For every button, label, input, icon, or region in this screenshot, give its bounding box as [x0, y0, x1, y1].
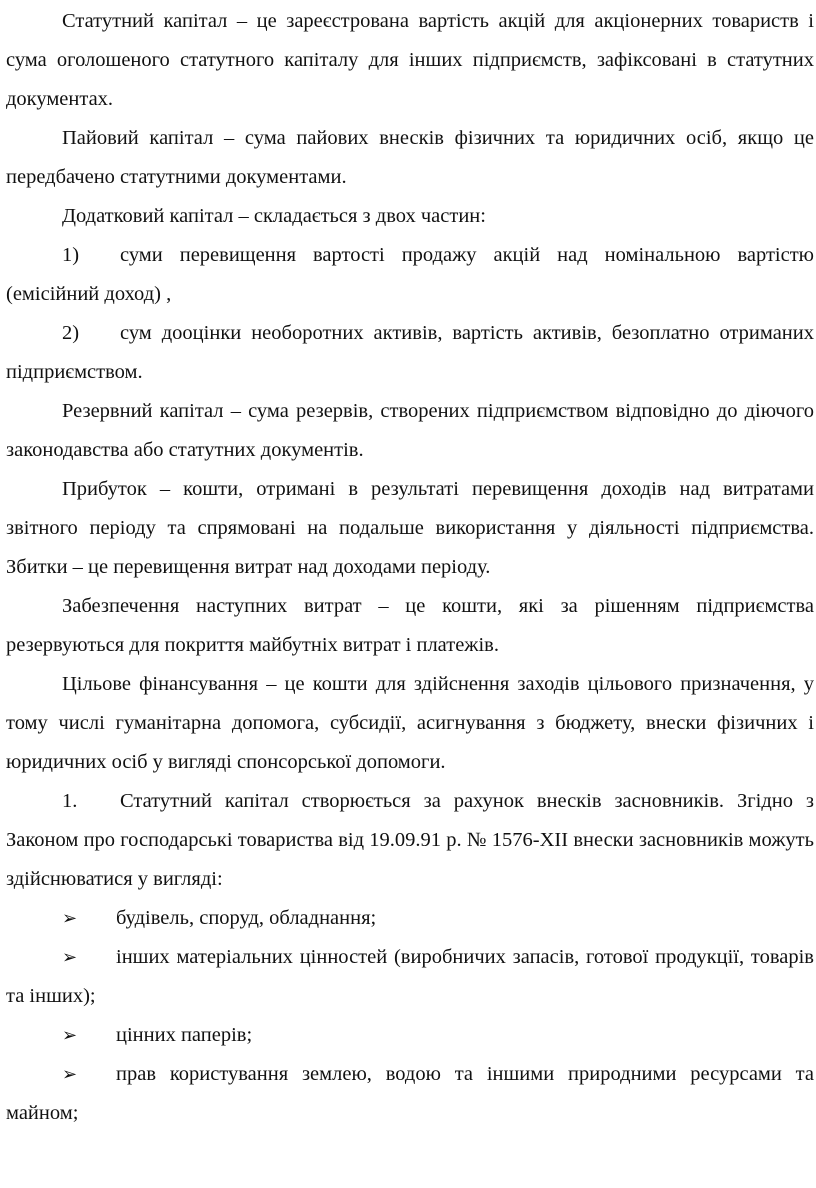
arrow-bullet-icon: ➢ — [62, 1025, 78, 1046]
numbered-section-text: Статутний капітал створюється за рахунок внесків засновників. Згідно з Законом про господарські товариства від 19.09.91 р. № 1576-XII внески засновників можуть здійснюватися у вигляді: — [6, 790, 814, 890]
arrow-bullet-icon: ➢ — [62, 908, 78, 929]
numbered-item-marker: 1) — [62, 244, 80, 266]
arrow-bullet-icon: ➢ — [62, 947, 78, 968]
bullet-item — [6, 1016, 814, 1055]
bullet-item — [6, 1055, 814, 1133]
paragraph-target-financing: Цільове фінансування – це кошти для здійснення заходів цільового призначення, у тому числі гуманітарна допомога, субсидії, асигнування з бюджету, внески фізичних і юридичних осіб у вигляді спонсорської допомоги. — [6, 673, 814, 773]
arrow-bullet-icon: ➢ — [62, 1064, 78, 1085]
paragraph-reserve-capital: Резервний капітал – сума резервів, створених підприємством відповідно до діючого законодавства або статутних документів. — [6, 400, 814, 461]
document-page — [6, 0, 814, 1133]
bullet-item-text: інших матеріальних цінностей (виробничих запасів, готової продукції, товарів та інших); — [6, 946, 814, 1007]
paragraph-statutory-capital: Статутний капітал – це зареєстрована вартість акцій для акціонерних товариств і сума оголошеного статутного капіталу для інших підприємств, зафіксовані в статутних документах. — [6, 10, 814, 110]
numbered-section-1 — [6, 782, 814, 899]
bullet-item-text: прав користування землею, водою та іншими природними ресурсами та майном; — [6, 1063, 814, 1124]
numbered-item-text: суми перевищення вартості продажу акцій над номінальною вартістю (емісійний доход) , — [6, 244, 814, 305]
numbered-item-marker: 2) — [62, 322, 80, 344]
bullet-item-text: цінних паперів; — [116, 1024, 253, 1046]
numbered-item-1 — [6, 236, 814, 314]
paragraph-profit: Прибуток – кошти, отримані в результаті перевищення доходів над витратами звітного періоду та спрямовані на подальше використання у діяльності підприємства. Збитки – це перевищення витрат над доходами періоду. — [6, 478, 814, 578]
numbered-section-marker: 1. — [62, 790, 78, 812]
numbered-item-2 — [6, 314, 814, 392]
bullet-item — [6, 938, 814, 1016]
paragraph-provisions: Забезпечення наступних витрат – це кошти, які за рішенням підприємства резервуються для покриття майбутніх витрат і платежів. — [6, 595, 814, 656]
bullet-item-text: будівель, споруд, обладнання; — [116, 907, 377, 929]
paragraph-additional-capital: Додатковий капітал – складається з двох частин: — [62, 205, 486, 227]
numbered-item-text: сум дооцінки необоротних активів, вартість активів, безоплатно отриманих підприємством. — [6, 322, 814, 383]
bullet-item — [6, 899, 814, 938]
paragraph-share-capital: Пайовий капітал – сума пайових внесків фізичних та юридичних осіб, якщо це передбачено статутними документами. — [6, 127, 814, 188]
